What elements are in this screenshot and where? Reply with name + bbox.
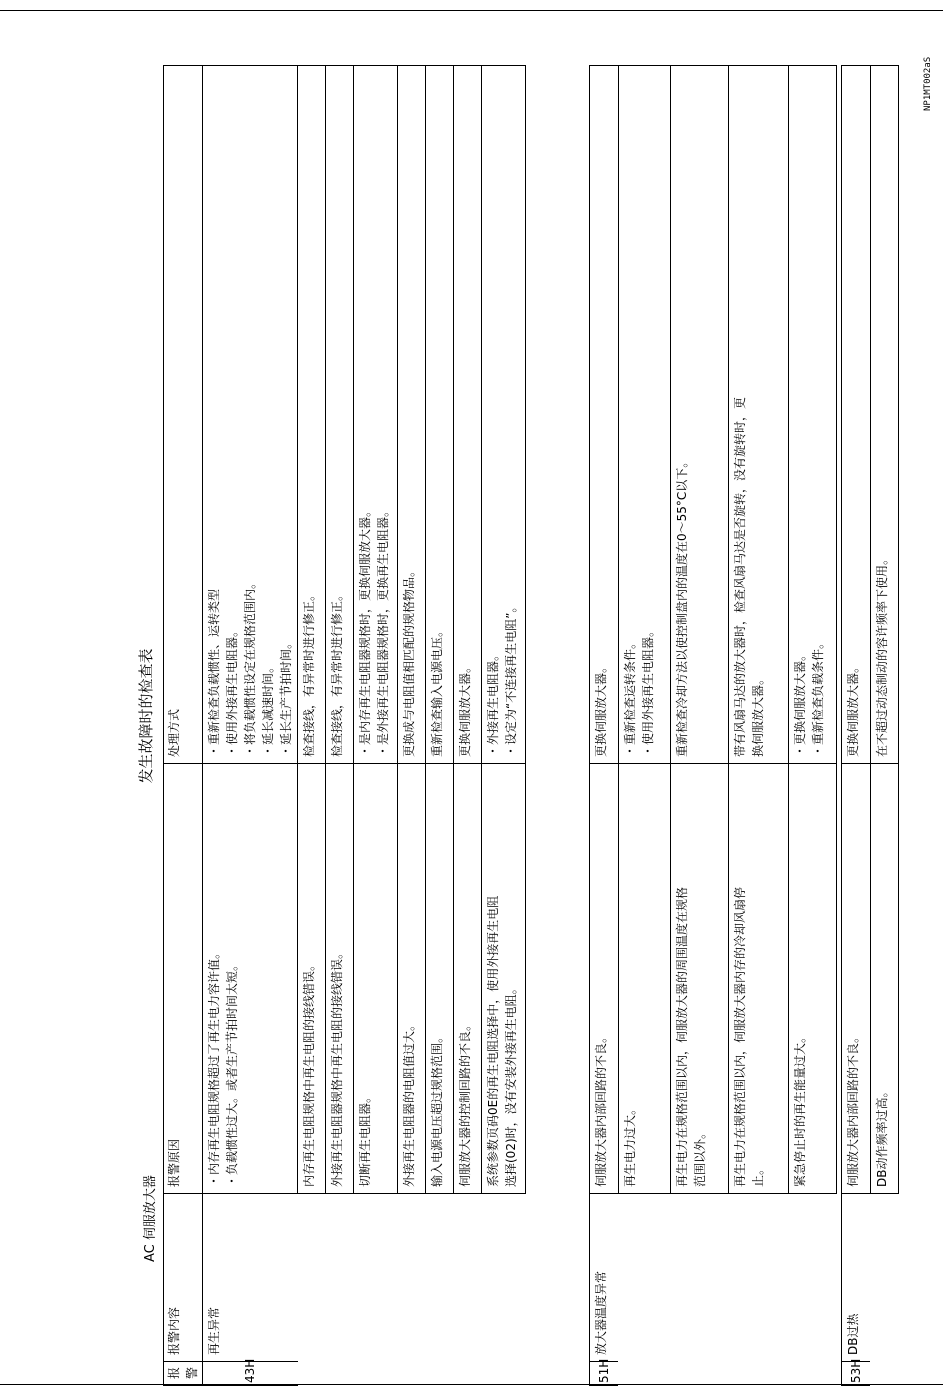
alarm-code: 53H <box>842 1362 871 1386</box>
cause-line: 外接再生电阻器规格中再生电阻的接线错误。 <box>330 946 344 1187</box>
cause-line: 内存再生电阻规格中再生电阻的接线错误。 <box>302 958 316 1187</box>
section-caption: AC 伺服放大器 <box>143 1175 158 1262</box>
alarm-cause <box>788 764 836 1194</box>
empty-cell <box>870 1362 898 1386</box>
table-row <box>398 66 426 1386</box>
table-row <box>788 66 836 1386</box>
empty-cell <box>354 1194 398 1362</box>
alarm-action <box>298 66 326 764</box>
action-line: 更换成与电阻值相匹配的规格物品。 <box>402 564 416 757</box>
action-line: ・外接再生电阻器。 <box>486 648 500 757</box>
cause-line: 系统参数页码0E的再生电阻选择中，使用外接再生电阻 <box>486 895 500 1187</box>
alarm-cause <box>426 764 454 1194</box>
alarm-code: 51H <box>590 1362 619 1386</box>
alarm-action <box>788 66 836 764</box>
action-line: ・重新检查运转条件。 <box>622 636 637 757</box>
cause-line: 再生电力在规格范围以内，伺服放大器内存的冷却风扇停 <box>732 886 747 1187</box>
empty-cell <box>870 1194 898 1362</box>
action-line: 换伺服放大器。 <box>750 672 765 757</box>
table-row <box>842 66 871 1386</box>
cause-line: 再生电力过大。 <box>622 1102 637 1187</box>
empty-cell <box>426 1194 454 1362</box>
alarm-cause <box>454 764 482 1194</box>
action-line: 更换伺服放大器。 <box>594 660 608 757</box>
action-line: ・使用外接再生电阻器。 <box>640 624 655 757</box>
action-line: ・是内存再生电阻器规格时，更换伺服放大器。 <box>358 504 372 757</box>
action-line: ・更换伺服放大器。 <box>792 648 807 757</box>
alarm-action <box>203 66 298 764</box>
action-line: ・将负载惯性设定在规格范围内。 <box>243 576 257 757</box>
rotated-page <box>137 46 943 1386</box>
empty-cell <box>326 1362 354 1386</box>
alarm-table <box>841 65 899 1386</box>
empty-cell <box>398 1194 426 1362</box>
cause-line: DB动作频率过高。 <box>874 1085 889 1187</box>
cause-line: 选择(02)时，没有安装外接再生电阻。 <box>504 982 518 1187</box>
empty-cell <box>454 1194 482 1362</box>
table-row <box>482 66 526 1386</box>
alarm-action <box>590 66 619 764</box>
cause-line: 切断再生电阻器。 <box>358 1090 372 1187</box>
alarm-content: 放大器温度异常 <box>590 1194 619 1362</box>
alarm-cause <box>398 764 426 1194</box>
action-line: ・延长生产节拍时间。 <box>279 636 293 757</box>
empty-cell <box>728 1194 788 1362</box>
empty-cell <box>482 1362 526 1386</box>
action-line: 在不超过动态制动的容许频率下使用。 <box>874 552 889 757</box>
alarm-cause <box>298 764 326 1194</box>
cause-line: 止。 <box>750 1162 765 1187</box>
alarm-action <box>618 66 670 764</box>
cause-line: ・内存再生电阻规格超过了再生电力容许值。 <box>207 946 221 1187</box>
header-content: 报警内容 <box>164 1194 203 1362</box>
alarm-cause <box>326 764 354 1194</box>
table-row <box>590 66 619 1386</box>
empty-cell <box>670 1362 728 1386</box>
alarm-action <box>454 66 482 764</box>
table-row <box>670 66 728 1386</box>
table-row <box>354 66 398 1386</box>
cause-line: 伺服放大器的控制回路的不良。 <box>458 1018 472 1187</box>
empty-cell <box>398 1362 426 1386</box>
empty-cell <box>482 1194 526 1362</box>
document-code: NP1MT002aS <box>923 56 933 111</box>
action-line: 检查接线，有异常时进行修正。 <box>330 588 344 757</box>
empty-cell <box>670 1194 728 1362</box>
action-line: 更换伺服放大器。 <box>846 660 860 757</box>
alarm-code: 43H <box>203 1362 298 1386</box>
action-line: 带有风扇马达的放大器时，检查风扇马达是否旋转，没有旋转时，更 <box>732 396 747 757</box>
action-line: ・使用外接再生电阻器。 <box>225 624 239 757</box>
action-line: ・重新检查负载条件。 <box>810 636 825 757</box>
alarm-action <box>728 66 788 764</box>
header-code: 报警 <box>164 1362 203 1386</box>
top-rule <box>0 10 943 11</box>
alarm-action <box>842 66 871 764</box>
alarm-cause <box>590 764 619 1194</box>
empty-cell <box>618 1362 670 1386</box>
alarm-cause <box>728 764 788 1194</box>
empty-cell <box>728 1362 788 1386</box>
empty-cell <box>618 1194 670 1362</box>
alarm-cause <box>670 764 728 1194</box>
action-line: 检查接线，有异常时进行修正。 <box>302 588 316 757</box>
table-row <box>618 66 670 1386</box>
alarm-table <box>589 65 837 1386</box>
empty-cell <box>298 1362 326 1386</box>
cause-line: 紧急停止时的再生能量过大。 <box>792 1030 807 1187</box>
action-line: ・重新检查负载惯性、运转类型 <box>207 588 221 757</box>
alarm-cause <box>203 764 298 1194</box>
alarm-action <box>398 66 426 764</box>
cause-line: 再生电力在规格范围以内，伺服放大器的周围温度在规格 <box>674 886 689 1187</box>
cause-line: 外接再生电阻器的电阻值过大。 <box>402 1018 416 1187</box>
alarm-cause <box>870 764 898 1194</box>
table-row <box>298 66 326 1386</box>
header-row <box>164 66 203 1386</box>
action-line: 重新检查冷却方法以使控制盘内的温度在0～55°C以下。 <box>674 455 689 757</box>
empty-cell <box>788 1194 836 1362</box>
table-row <box>728 66 788 1386</box>
header-cause: 报警原因 <box>164 764 203 1194</box>
alarm-content: DB过热 <box>842 1194 871 1362</box>
header-action: 处理方式 <box>164 66 203 764</box>
alarm-table <box>163 65 526 1386</box>
table-row <box>326 66 354 1386</box>
alarm-cause <box>618 764 670 1194</box>
table-row <box>203 66 298 1386</box>
table-row <box>454 66 482 1386</box>
alarm-content: 再生异常 <box>203 1194 298 1362</box>
empty-cell <box>426 1362 454 1386</box>
table-row <box>870 66 898 1386</box>
alarm-cause <box>842 764 871 1194</box>
action-line: ・设定为“不连接再生电阻”。 <box>504 600 518 757</box>
action-line: ・是外接再生电阻器规格时，更换再生电阻器。 <box>376 504 390 757</box>
alarm-action <box>354 66 398 764</box>
empty-cell <box>298 1194 326 1362</box>
cause-line: ・负载惯性过大。或者生产节拍时间太短。 <box>225 958 239 1187</box>
alarm-action <box>870 66 898 764</box>
empty-cell <box>454 1362 482 1386</box>
cause-line: 伺服放大器内部回路的不良。 <box>846 1030 860 1187</box>
alarm-action <box>426 66 454 764</box>
empty-cell <box>788 1362 836 1386</box>
action-line: 更换伺服放大器。 <box>458 660 472 757</box>
cause-line: 输入电源电压超过规格范围。 <box>430 1030 444 1187</box>
action-line: 重新检查输入电源电压。 <box>430 624 444 757</box>
alarm-cause <box>354 764 398 1194</box>
alarm-action <box>670 66 728 764</box>
cause-line: 范围以外。 <box>692 1126 707 1187</box>
empty-cell <box>326 1194 354 1362</box>
page-title: 发生故障时的检查表 <box>137 648 155 784</box>
cause-line: 伺服放大器内部回路的不良。 <box>594 1030 608 1187</box>
alarm-cause <box>482 764 526 1194</box>
alarm-action <box>482 66 526 764</box>
action-line: ・延长减速时间。 <box>261 660 275 757</box>
alarm-action <box>326 66 354 764</box>
table-row <box>426 66 454 1386</box>
empty-cell <box>354 1362 398 1386</box>
